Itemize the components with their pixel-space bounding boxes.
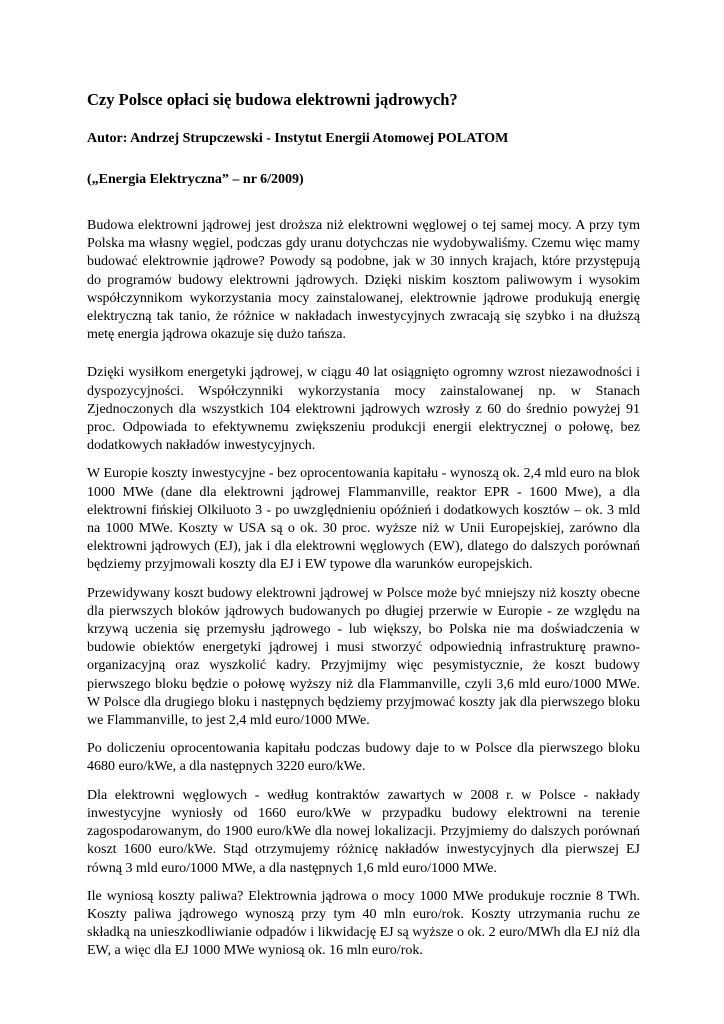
paragraph-4: Przewidywany koszt budowy elektrowni jądrowej w Polsce może być mniejszy niż koszty obecne dla pierwszych bloków jądrowych budowanych po długiej przerwie w Europie - ze względu na krzywą uczenia się przemysłu jądrowego - lub większy, bo Polska nie ma doświadczenia w budowie obiektów energetyki jądrowej i musi stworzyć odpowiednią infrastrukturę prawno-organizacyjną oraz wyszkolić kadry. Przyjmijmy więc pesymistycznie, że koszt budowy pierwszego bloku będzie o połowę wyższy niż dla Flammanville, czyli 3,6 mld euro/1000 MWe. W Polsce dla drugiego bloku i następnych będziemy przyjmować koszty jak dla pierwszego bloku we Flammanville, to jest 2,4 mld euro/1000 MWe. xyxy=(87,585,640,729)
document-title: Czy Polsce opłaci się budowa elektrowni jądrowych? xyxy=(87,90,458,109)
paragraph-2: Dzięki wysiłkom energetyki jądrowej, w ciągu 40 lat osiągnięto ogromny wzrost niezawodności i dyspozycyjności. Współczynniki wykorzystania mocy zainstalowanej np. w Stanach Zjednoczonych dla wszystkich 104 elektrowni jądrowych wzrosły z 60 do średnio powyżej 91 proc. Odpowiada to efektywnemu zwiększeniu produkcji energii elektrycznej o połowę, bez dodatkowych nakładów inwestycyjnych. xyxy=(87,365,640,454)
source-line: („Energia Elektryczna” – nr 6/2009) xyxy=(87,172,304,187)
author-line: Autor: Andrzej Strupczewski - Instytut Energii Atomowej POLATOM xyxy=(87,131,509,146)
paragraph-1: Budowa elektrowni jądrowej jest droższa niż elektrowni węglowej o tej samej mocy. A przy tym Polska ma własny węgiel, podczas gdy uranu dotychczas nie wydobywaliśmy. Czemu więc mamy budować elektrownie jądrowe? Powody są podobne, jak w 30 innych krajach, które przystępują do programów budowy elektrowni jądrowych. Dzięki niskim kosztom paliwowym i wysokim współczynnikom wykorzystania mocy zainstalowanej, elektrownie jądrowe produkują energię elektryczną tak tanio, że różnice w nakładach inwestycyjnych zwracają się szybko i na dłuższą metę energia jądrowa okazuje się dużo tańsza. xyxy=(87,218,640,343)
article-body xyxy=(87,217,640,961)
paragraph-6: Dla elektrowni węglowych - według kontraktów zawartych w 2008 r. w Polsce - nakłady inwestycyjne wyniosły od 1660 euro/kWe w przypadku budowy elektrowni na terenie zagospodarowanym, do 1900 euro/kWe dla nowej lokalizacji. Przyjmiemy do dalszych porównań koszt 1600 euro/kWe. Stąd otrzymujemy różnicę nakładów inwestycyjnych dla pierwszej EJ równą 3 mld euro/1000 MWe, a dla następnych 1,6 mld euro/1000 MWe. xyxy=(87,787,640,876)
paragraph-7: Ile wyniosą koszty paliwa? Elektrownia jądrowa o mocy 1000 MWe produkuje rocznie 8 TWh. Koszty paliwa jądrowego wynoszą przy tym 40 mln euro/rok. Koszty utrzymania ruchu ze składką na unieszkodliwianie odpadów i likwidację EJ są wyższe o ok. 2 euro/MWh dla EJ niż dla EW, a więc dla EJ 1000 MWe wyniosą ok. 16 mln euro/rok. xyxy=(87,888,640,959)
paragraph-3: W Europie koszty inwestycyjne - bez oprocentowania kapitału - wynoszą ok. 2,4 mld euro na blok 1000 MWe (dane dla elektrowni jądrowej Flammanville, reaktor EPR - 1600 Mwe), a dla elektrowni fińskiej Olkiluoto 3 - po uwzględnieniu opóźnień i dodatkowych kosztów – ok. 3 mld na 1000 MWe. Koszty w USA są o ok. 30 proc. wyższe niż w Unii Europejskiej, zarówno dla elektrowni jądrowych (EJ), jak i dla elektrowni węglowych (EW), dlatego do dalszych porównań będziemy przyjmowali koszty dla EJ i EW typowe dla warunków europejskich. xyxy=(87,466,640,573)
paragraph-5: Po doliczeniu oprocentowania kapitału podczas budowy daje to w Polsce dla pierwszego bloku 4680 euro/kWe, a dla następnych 3220 euro/kWe. xyxy=(87,741,640,775)
